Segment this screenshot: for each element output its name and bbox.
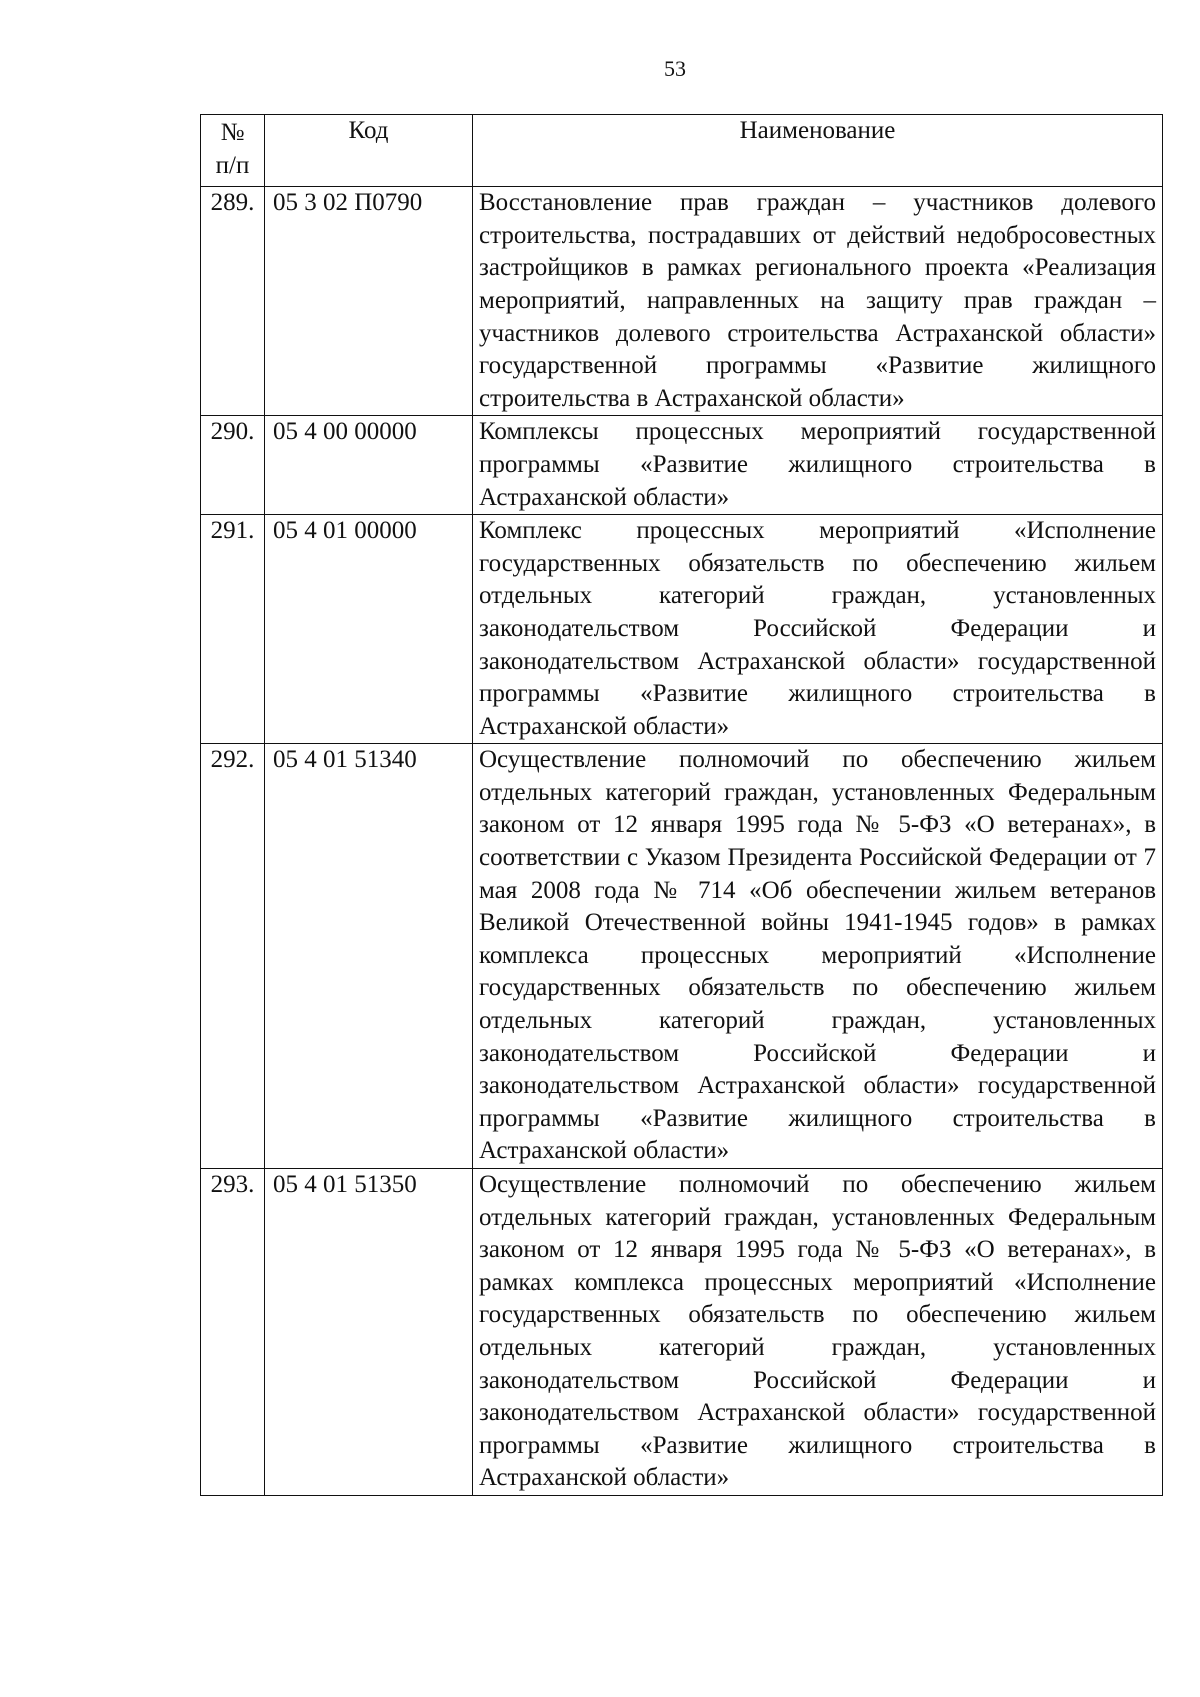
- row-code: 05 4 01 51340: [265, 744, 473, 1169]
- column-header-number: [201, 115, 265, 187]
- row-number: 289.: [201, 187, 265, 416]
- row-number: 293.: [201, 1169, 265, 1496]
- table-row: [201, 416, 1163, 515]
- row-number: 291.: [201, 515, 265, 744]
- number-sign: №: [220, 119, 245, 146]
- table-header: [201, 115, 1163, 187]
- table-row: [201, 1169, 1163, 1496]
- table-row: [201, 187, 1163, 416]
- row-name: Комплекс процессных мероприятий «Исполнение государственных обязательств по обеспечению жильем отдельных категорий граждан, установленных законодательством Российской Федерации и законодательством Астраханской области» государственной программы «Развитие жилищного строительства в Астраханской области»: [473, 515, 1163, 744]
- page-number: 53: [664, 56, 686, 81]
- row-number: 290.: [201, 416, 265, 515]
- row-name: Осуществление полномочий по обеспечению жильем отдельных категорий граждан, установленных Федеральным законом от 12 января 1995 года № 5-ФЗ «О ветеранах», в рамках комплекса процессных мероприятий «Исполнение государственных обязательств по обеспечению жильем отдельных категорий граждан, установленных законодательством Российской Федерации и законодательством Астраханской области» государственной программы «Развитие жилищного строительства в Астраханской области»: [473, 1169, 1163, 1496]
- table-row: [201, 515, 1163, 744]
- number-sub-label: п/п: [215, 151, 250, 179]
- row-name: Комплексы процессных мероприятий государственной программы «Развитие жилищного строительства в Астраханской области»: [473, 416, 1163, 515]
- table-row: [201, 744, 1163, 1169]
- row-code: 05 3 02 П0790: [265, 187, 473, 416]
- row-name: Осуществление полномочий по обеспечению жильем отдельных категорий граждан, установленных Федеральным законом от 12 января 1995 года № 5-ФЗ «О ветеранах», в соответствии с Указом Президента Российской Федерации от 7 мая 2008 года № 714 «Об обеспечении жильем ветеранов Великой Отечественной войны 1941-1945 годов» в рамках комплекса процессных мероприятий «Исполнение государственных обязательств по обеспечению жильем отдельных категорий граждан, установленных законодательством Российской Федерации и законодательством Астраханской области» государственной программы «Развитие жилищного строительства в Астраханской области»: [473, 744, 1163, 1169]
- column-header-code: Код: [265, 115, 473, 187]
- row-number: 292.: [201, 744, 265, 1169]
- budget-code-table: [200, 114, 1163, 1496]
- row-name: Восстановление прав граждан – участников долевого строительства, пострадавших от действий недобросовестных застройщиков в рамках регионального проекта «Реализация мероприятий, направленных на защиту прав граждан – участников долевого строительства Астраханской области» государственной программы «Развитие жилищного строительства в Астраханской области»: [473, 187, 1163, 416]
- table-body: [201, 187, 1163, 1496]
- row-code: 05 4 01 51350: [265, 1169, 473, 1496]
- column-header-name: Наименование: [473, 115, 1163, 187]
- row-code: 05 4 00 00000: [265, 416, 473, 515]
- row-code: 05 4 01 00000: [265, 515, 473, 744]
- header-row: [201, 115, 1163, 187]
